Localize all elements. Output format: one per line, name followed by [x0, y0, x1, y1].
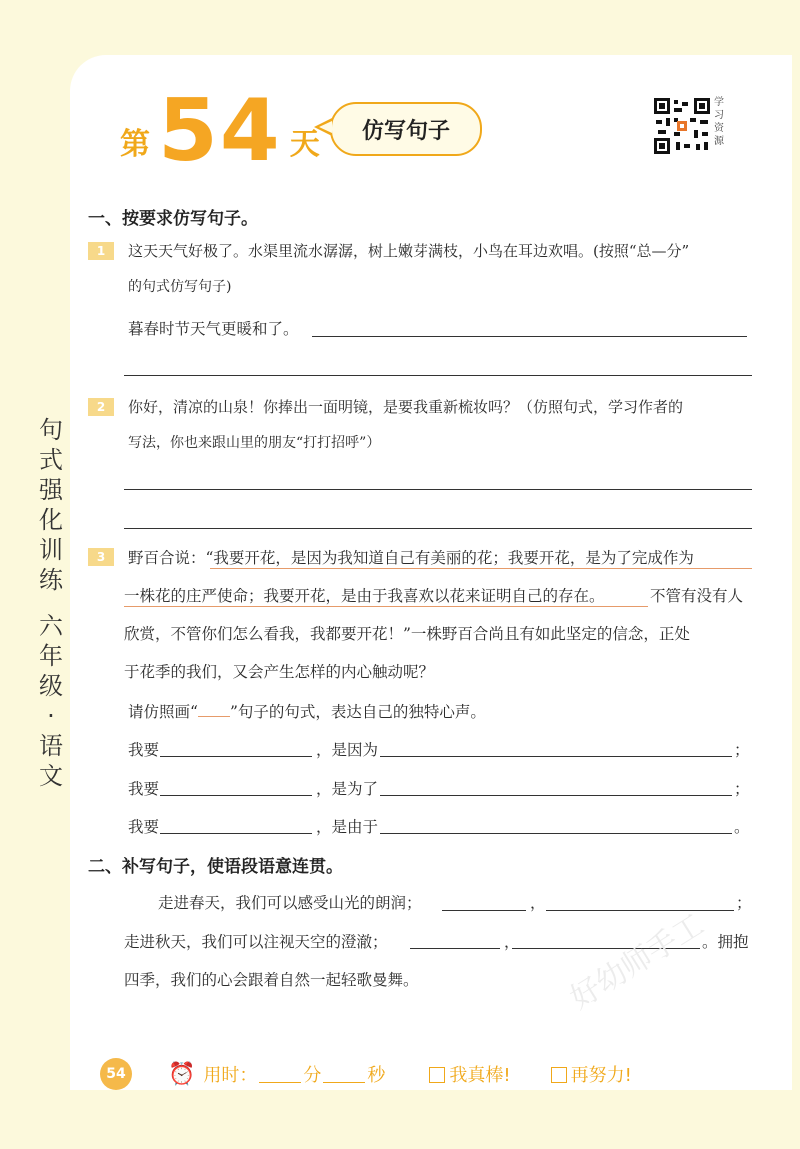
option-great[interactable] [429, 1061, 510, 1087]
s2-line2-end: 。拥抱 [702, 933, 749, 951]
q3-line1: 野百合说：“我要开花，是因为我知道自己有美丽的花；我要开花，是为了完成作为 [128, 549, 694, 567]
s2-line2-comma: ， [504, 933, 520, 951]
section1-title: 一、按要求仿写句子。 [88, 209, 258, 229]
option-try-harder[interactable] [551, 1061, 632, 1087]
row3-prefix: 我要 [128, 818, 160, 836]
s2-line1: 走进春天，我们可以感受山光的朗润； [158, 894, 422, 912]
qr-code-icon[interactable] [654, 98, 710, 154]
row2-end: ； [734, 780, 750, 798]
q3-line2-rest: 不管有没有人 [650, 587, 744, 605]
answer-line[interactable] [160, 795, 312, 796]
q1-line1: 这天天气好极了。水渠里流水潺潺，树上嫩芽满枝，小鸟在耳边欢唱。(按照“总—分” [128, 242, 690, 260]
answer-line[interactable] [380, 833, 732, 834]
q3-instruction-a: 请仿照画“ [128, 703, 198, 721]
bubble-tail-inner [319, 121, 332, 133]
checkbox-icon[interactable] [429, 1067, 445, 1083]
answer-line[interactable] [380, 795, 732, 796]
second-label: 秒 [367, 1065, 386, 1086]
alarm-clock-icon: ⏰ [168, 1061, 196, 1087]
q2-line1: 你好，清凉的山泉！你捧出一面明镜，是要我重新梳妆吗？（仿照句式，学习作者的 [128, 398, 684, 416]
sample-underline [198, 702, 230, 717]
s2-line2: 走进秋天，我们可以注视天空的澄澈； [124, 933, 388, 951]
row2-prefix: 我要 [128, 780, 160, 798]
answer-line[interactable] [546, 910, 734, 911]
q3-line3: 欣赏，不管你们怎么看我，我都要开花！”一株野百合尚且有如此坚定的信念，正处 [124, 625, 690, 643]
footer-bar [100, 1058, 632, 1090]
minutes-blank[interactable] [259, 1066, 301, 1083]
answer-line[interactable] [410, 948, 500, 949]
day-suffix: 天 [289, 127, 320, 162]
s2-line3: 四季，我们的心会跟着自然一起轻歌曼舞。 [124, 971, 419, 989]
minute-label: 分 [303, 1065, 322, 1086]
option-great-label: 我真棒! [449, 1065, 511, 1086]
row3-mid: ，是由于 [316, 818, 379, 836]
checkbox-icon[interactable] [551, 1067, 567, 1083]
highlight-underline [124, 606, 648, 607]
answer-line[interactable] [442, 910, 526, 911]
day-prefix: 第 [120, 127, 150, 162]
answer-line[interactable] [124, 528, 752, 529]
side-series: 句式强化训练 [39, 416, 63, 594]
answer-line[interactable] [312, 336, 747, 337]
q3-line4: 于花季的我们，又会产生怎样的内心触动呢？ [124, 663, 435, 681]
option-try-harder-label: 再努力! [570, 1065, 632, 1086]
row3-end: 。 [734, 818, 750, 836]
answer-line[interactable] [124, 375, 752, 376]
q1-line2: 的句式仿写句子) [128, 279, 232, 295]
row1-end: ； [734, 741, 750, 759]
highlight-underline [210, 568, 752, 569]
question-number: 3 [88, 548, 114, 566]
q3-instruction [128, 700, 486, 722]
q2-line2: 写法，你也来跟山里的朋友“打打招呼”） [128, 435, 381, 451]
answer-line[interactable] [124, 489, 752, 490]
q3-line2-underlined: 一株花的庄严使命；我要开花，是由于我喜欢以花来证明自己的存在。 [124, 587, 605, 605]
s2-line1-comma: ， [530, 894, 546, 912]
answer-line[interactable] [380, 756, 732, 757]
page-number: 54 [100, 1058, 132, 1090]
question-number: 1 [88, 242, 114, 260]
side-label [36, 415, 66, 791]
side-grade: 六年级·语文 [39, 612, 63, 790]
q3-instruction-b: ”句子的句式，表达自己的独特心声。 [229, 703, 486, 721]
row1-prefix: 我要 [128, 741, 160, 759]
topic-bubble [330, 102, 482, 156]
row1-mid: ，是因为 [316, 741, 379, 759]
s2-line1-end: ； [736, 894, 752, 912]
answer-line[interactable] [160, 833, 312, 834]
answer-line[interactable] [160, 756, 312, 757]
watermark: 好幼师手工 [564, 907, 710, 1017]
seconds-blank[interactable] [323, 1066, 365, 1083]
qr-label: 学习资源 [714, 97, 724, 147]
day-heading [120, 81, 320, 181]
q1-prompt: 暮春时节天气更暖和了。 [128, 320, 299, 338]
topic-title: 仿写句子 [361, 118, 450, 144]
side-gap [36, 595, 66, 611]
question-number: 2 [88, 398, 114, 416]
day-number: 54 [158, 81, 282, 181]
row2-mid: ，是为了 [316, 780, 379, 798]
section2-title: 二、补写句子，使语段语意连贯。 [88, 857, 343, 877]
time-label: 用时： [203, 1065, 258, 1086]
